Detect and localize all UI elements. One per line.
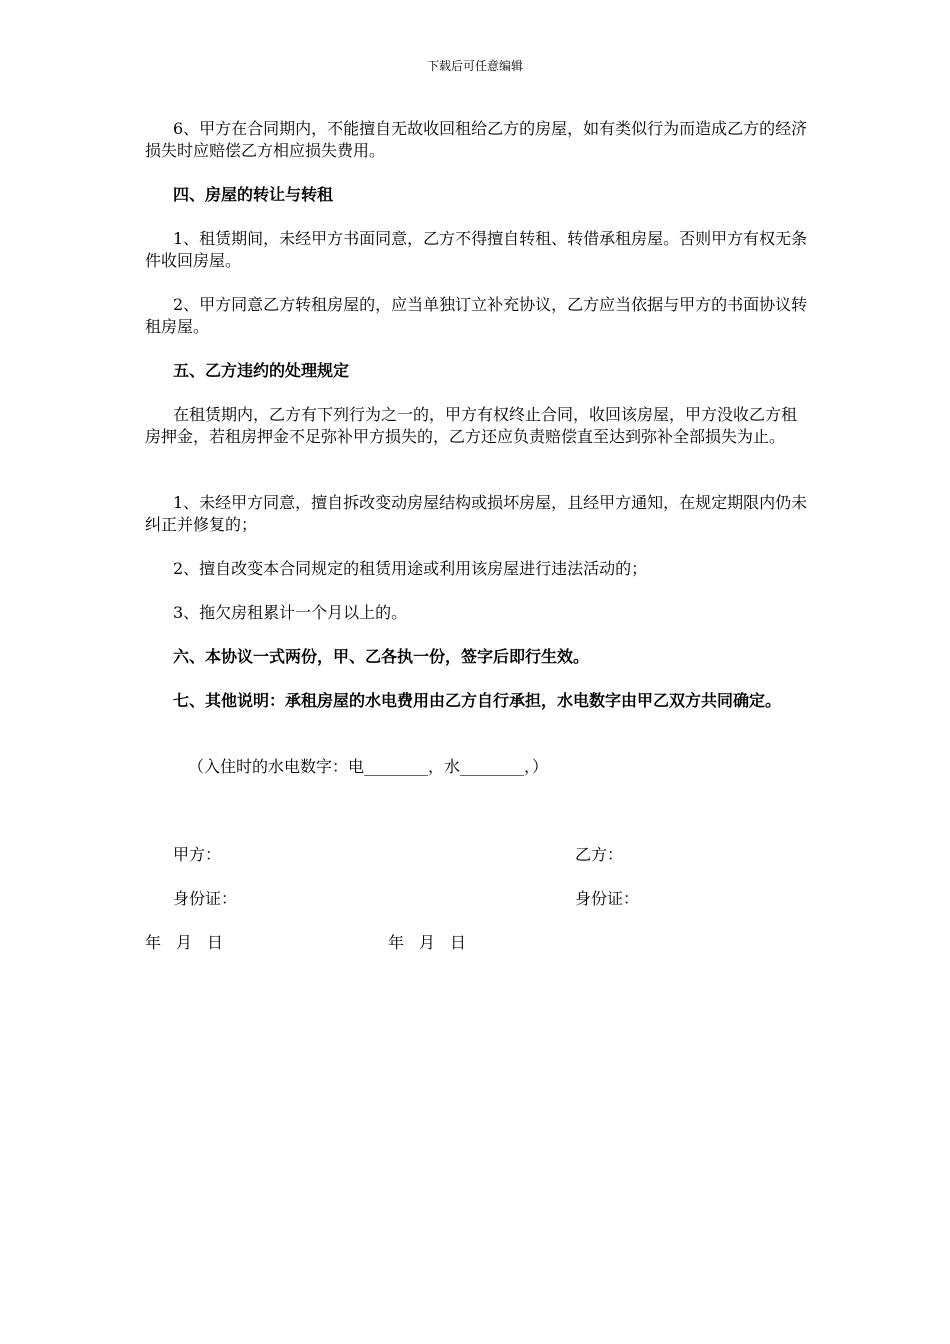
date-a-day: 日 xyxy=(207,933,224,952)
clause-5-intro: 在租赁期内，乙方有下列行为之一的，甲方有权终止合同，收回该房屋，甲方没收乙方租房押金，若租房押金不足弥补甲方损失的，乙方还应负责赔偿直至达到弥补全部损失为止。 xyxy=(145,405,798,446)
clause-5-1: 1、未经甲方同意，擅自拆改变动房屋结构或损坏房屋，且经甲方通知，在规定期限内仍未纠正并修复的； xyxy=(145,493,808,534)
party-b-label: 乙方： xyxy=(575,845,624,864)
meter-readings: （入住时的水电数字：电________，水________，） xyxy=(188,757,549,776)
party-b-id-label: 身份证： xyxy=(575,889,640,908)
date-b-day: 日 xyxy=(450,933,467,952)
clause-6: 6、甲方在合同期内，不能擅自无故收回租给乙方的房屋，如有类似行为而造成乙方的经济损失时应赔偿乙方相应损失费用。 xyxy=(145,119,808,160)
date-a-year: 年 xyxy=(145,933,162,952)
clause-4-2: 2、甲方同意乙方转租房屋的，应当单独订立补充协议，乙方应当依据与甲方的书面协议转租房屋。 xyxy=(145,295,808,336)
clause-5-3: 3、拖欠房租累计一个月以上的。 xyxy=(173,603,408,622)
section-heading-4: 四、房屋的转让与转租 xyxy=(173,185,334,204)
clause-4-1: 1、租赁期间，未经甲方书面同意，乙方不得擅自转租、转借承租房屋。否则甲方有权无条件收回房屋。 xyxy=(145,229,808,270)
section-heading-6: 六、本协议一式两份，甲、乙各执一份，签字后即行生效。 xyxy=(173,647,590,666)
date-a xyxy=(145,932,223,954)
date-b-year: 年 xyxy=(388,933,405,952)
clause-5-2: 2、擅自改变本合同规定的租赁用途或利用该房屋进行违法活动的； xyxy=(173,559,648,578)
date-a-month: 月 xyxy=(176,933,193,952)
section-heading-5: 五、乙方违约的处理规定 xyxy=(173,361,350,380)
section-heading-7: 七、其他说明：承租房屋的水电费用由乙方自行承担，水电数字由甲乙双方共同确定。 xyxy=(173,691,782,710)
party-a-label: 甲方： xyxy=(173,845,222,864)
page-header: 下载后可任意编辑 xyxy=(426,59,523,73)
date-b-month: 月 xyxy=(419,933,436,952)
date-b xyxy=(388,932,466,954)
party-a-id-label: 身份证： xyxy=(173,889,238,908)
